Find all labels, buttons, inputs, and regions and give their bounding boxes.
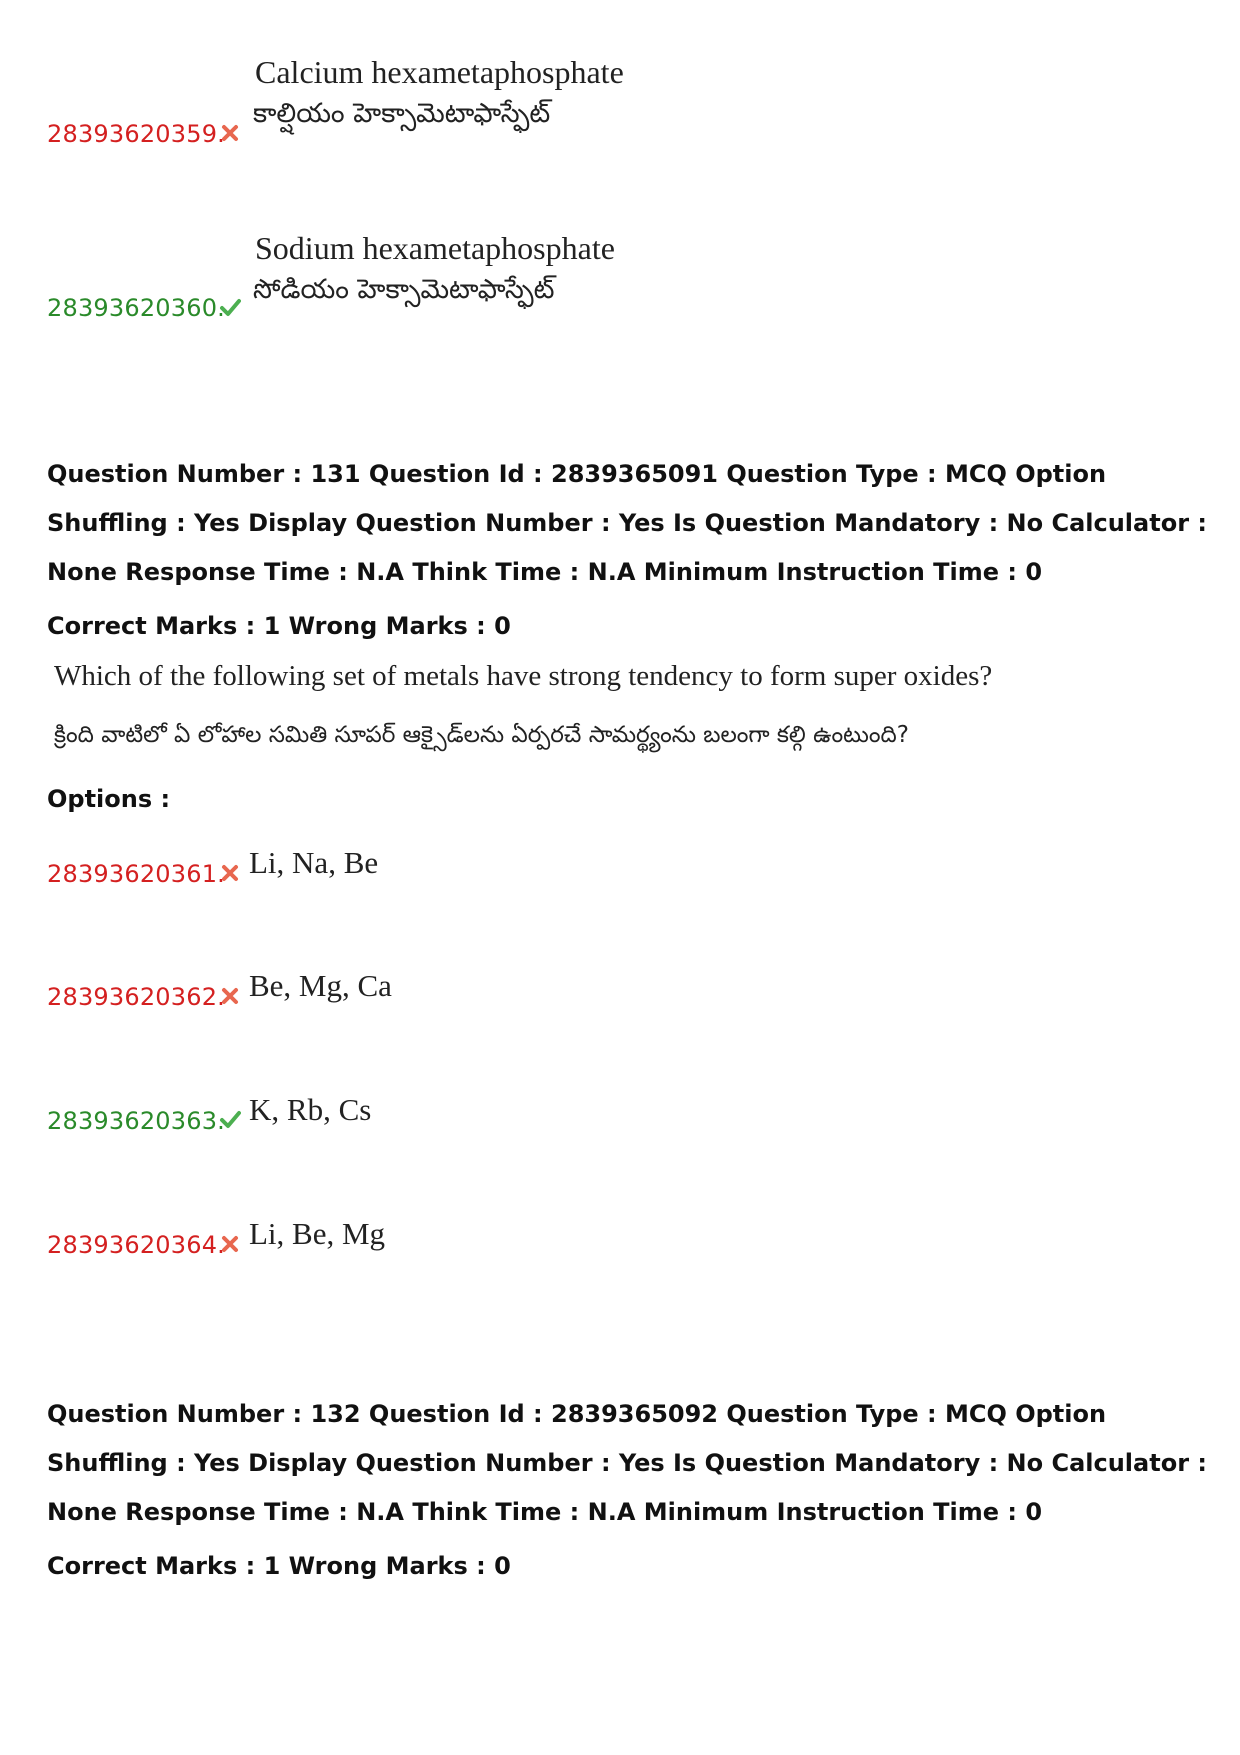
option-text-english: Sodium hexametaphosphate — [255, 230, 615, 266]
options-label: Options : — [47, 785, 171, 813]
question-text-english: Which of the following set of metals have strong tendency to form super oxides? — [54, 660, 993, 692]
option-row — [0, 840, 1240, 920]
option-number: 28393620363. — [47, 1107, 225, 1135]
option-number: 28393620360. — [47, 294, 225, 322]
option-number: 28393620359. — [47, 120, 225, 148]
option-text-telugu: కాల్షియం హెక్సామెటాఫాస్ఫేట్ — [253, 98, 551, 129]
option-text: K, Rb, Cs — [249, 1092, 372, 1127]
option-number: 28393620364. — [47, 1231, 225, 1259]
option-text-english: Calcium hexametaphosphate — [255, 54, 624, 90]
option-text: Be, Mg, Ca — [249, 968, 392, 1003]
option-row — [0, 226, 1240, 326]
option-number: 28393620362. — [47, 983, 225, 1011]
option-row — [0, 963, 1240, 1043]
question-marks: Correct Marks : 1 Wrong Marks : 0 — [47, 1552, 511, 1580]
option-number: 28393620361. — [47, 860, 225, 888]
option-text-telugu: సోడియం హెక్సామెటాఫాస్ఫేట్ — [253, 274, 555, 305]
option-text: Li, Be, Mg — [249, 1216, 386, 1251]
option-row — [0, 50, 1240, 150]
question-marks: Correct Marks : 1 Wrong Marks : 0 — [47, 612, 511, 640]
question-meta: Question Number : 132 Question Id : 2839365092 Question Type : MCQ Option Shuffling : Yes Display Question Number : Yes Is Question Mandatory : No Calculator : None Response Time : N.A Think Time : N.A Minimum Instruction Time : 0 — [47, 1400, 1207, 1526]
question-meta: Question Number : 131 Question Id : 2839365091 Question Type : MCQ Option Shuffling : Yes Display Question Number : Yes Is Question Mandatory : No Calculator : None Response Time : N.A Think Time : N.A Minimum Instruction Time : 0 — [47, 460, 1207, 586]
question-text-telugu: క్రింది వాటిలో ఏ లోహాల సమితి సూపర్ ఆక్సైడ్‌లను ఏర్పరచే సామర్థ్యంను బలంగా కల్గి ఉంటుంది? — [54, 722, 909, 748]
option-row — [0, 1087, 1240, 1167]
option-row — [0, 1211, 1240, 1291]
option-text: Li, Na, Be — [249, 845, 379, 880]
